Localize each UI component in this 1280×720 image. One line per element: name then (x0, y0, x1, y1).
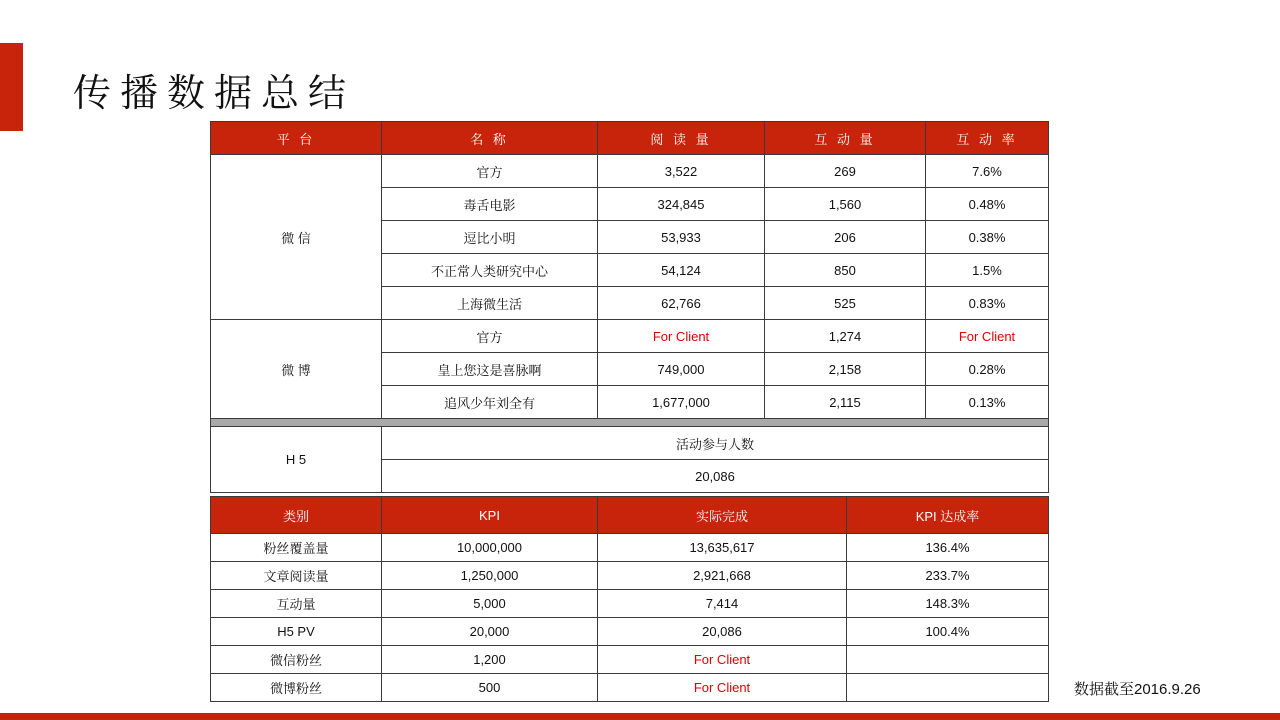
header-category: 类别 (211, 497, 382, 534)
account-name: 皇上您这是喜脉啊 (382, 353, 598, 386)
kpi-rate: 148.3% (847, 590, 1049, 618)
table-separator (211, 419, 1049, 427)
kpi-category: H5 PV (211, 618, 382, 646)
kpi-target: 500 (382, 674, 598, 702)
reads-value: 62,766 (598, 287, 765, 320)
kpi-actual: For Client (598, 646, 847, 674)
kpi-actual: 13,635,617 (598, 534, 847, 562)
account-name: 不正常人类研究中心 (382, 254, 598, 287)
title-accent-bar (0, 43, 23, 131)
kpi-actual: 20,086 (598, 618, 847, 646)
bottom-accent-bar (0, 713, 1280, 720)
rate-value: 0.13% (926, 386, 1049, 419)
account-name: 官方 (382, 155, 598, 188)
platform-h5: H 5 (211, 427, 382, 493)
kpi-table (210, 496, 1049, 702)
kpi-category: 粉丝覆盖量 (211, 534, 382, 562)
table-row (211, 320, 1049, 353)
reads-value: 53,933 (598, 221, 765, 254)
header-interactions: 互 动 量 (765, 122, 926, 155)
kpi-actual: 7,414 (598, 590, 847, 618)
kpi-rate: 100.4% (847, 618, 1049, 646)
interactions-value: 269 (765, 155, 926, 188)
account-name: 上海微生活 (382, 287, 598, 320)
media-table-header (211, 122, 1049, 155)
kpi-rate (847, 646, 1049, 674)
interactions-value: 525 (765, 287, 926, 320)
table-row (211, 618, 1049, 646)
kpi-target: 1,200 (382, 646, 598, 674)
rate-value: 7.6% (926, 155, 1049, 188)
rate-value: 0.38% (926, 221, 1049, 254)
h5-label: 活动参与人数 (382, 427, 1049, 460)
header-rate: 互 动 率 (926, 122, 1049, 155)
header-platform: 平 台 (211, 122, 382, 155)
kpi-table-header (211, 497, 1049, 534)
separator-cell (211, 419, 1049, 427)
h5-value: 20,086 (382, 460, 1049, 493)
interactions-value: 2,115 (765, 386, 926, 419)
header-name: 名 称 (382, 122, 598, 155)
reads-value: 324,845 (598, 188, 765, 221)
table-row (211, 590, 1049, 618)
rate-value: 0.28% (926, 353, 1049, 386)
kpi-category: 互动量 (211, 590, 382, 618)
kpi-category: 微博粉丝 (211, 674, 382, 702)
account-name: 追风少年刘全有 (382, 386, 598, 419)
reads-value: 1,677,000 (598, 386, 765, 419)
platform-weibo: 微 博 (211, 320, 382, 419)
header-kpi-rate: KPI 达成率 (847, 497, 1049, 534)
page-title: 传播数据总结 (73, 71, 356, 115)
kpi-target: 20,000 (382, 618, 598, 646)
interactions-value: 1,274 (765, 320, 926, 353)
kpi-rate: 136.4% (847, 534, 1049, 562)
rate-value: For Client (926, 320, 1049, 353)
kpi-rate: 233.7% (847, 562, 1049, 590)
kpi-rate (847, 674, 1049, 702)
media-summary-table (210, 121, 1049, 493)
data-date-note: 数据截至2016.9.26 (1074, 681, 1201, 698)
header-kpi: KPI (382, 497, 598, 534)
table-row (211, 155, 1049, 188)
header-reads: 阅 读 量 (598, 122, 765, 155)
rate-value: 0.83% (926, 287, 1049, 320)
account-name: 逗比小明 (382, 221, 598, 254)
table-row (211, 674, 1049, 702)
platform-wechat: 微 信 (211, 155, 382, 320)
interactions-value: 206 (765, 221, 926, 254)
kpi-category: 微信粉丝 (211, 646, 382, 674)
reads-value: For Client (598, 320, 765, 353)
reads-value: 749,000 (598, 353, 765, 386)
kpi-target: 5,000 (382, 590, 598, 618)
kpi-category: 文章阅读量 (211, 562, 382, 590)
reads-value: 3,522 (598, 155, 765, 188)
interactions-value: 2,158 (765, 353, 926, 386)
kpi-target: 1,250,000 (382, 562, 598, 590)
table-row (211, 646, 1049, 674)
table-row (211, 427, 1049, 460)
kpi-target: 10,000,000 (382, 534, 598, 562)
header-actual: 实际完成 (598, 497, 847, 534)
reads-value: 54,124 (598, 254, 765, 287)
interactions-value: 850 (765, 254, 926, 287)
account-name: 毒舌电影 (382, 188, 598, 221)
rate-value: 1.5% (926, 254, 1049, 287)
table-row (211, 562, 1049, 590)
kpi-actual: 2,921,668 (598, 562, 847, 590)
table-row (211, 534, 1049, 562)
account-name: 官方 (382, 320, 598, 353)
kpi-actual: For Client (598, 674, 847, 702)
rate-value: 0.48% (926, 188, 1049, 221)
interactions-value: 1,560 (765, 188, 926, 221)
